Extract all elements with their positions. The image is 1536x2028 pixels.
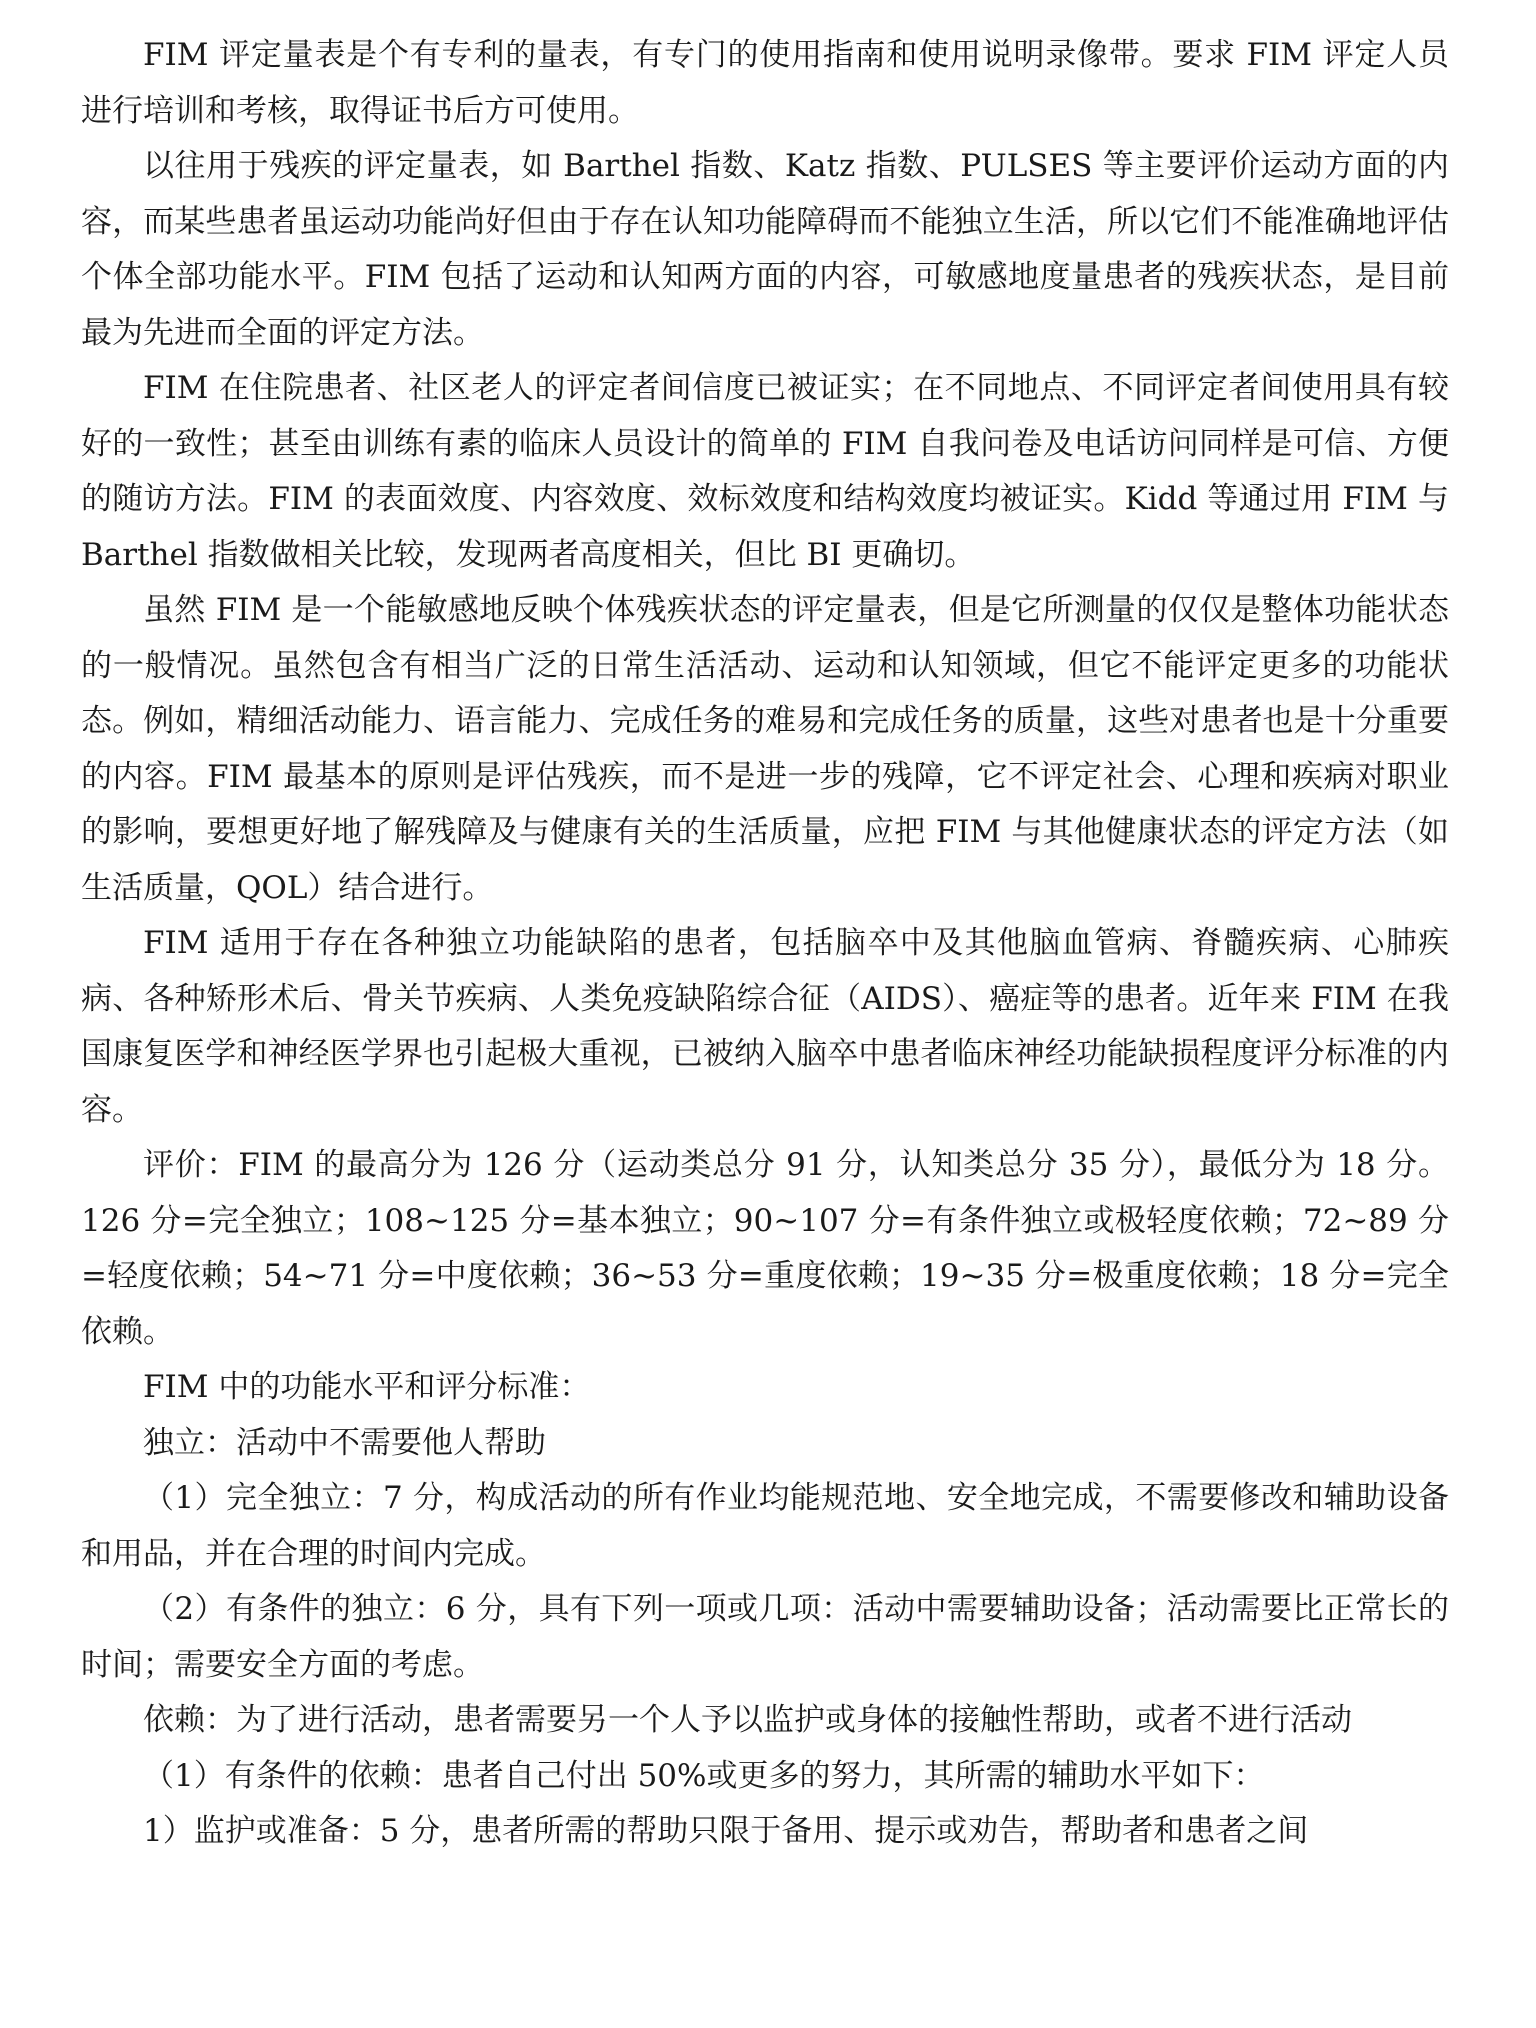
paragraph-previous-scales: 以往用于残疾的评定量表，如 Barthel 指数、Katz 指数、PULSES 等主要评价运动方面的内容，而某些患者虽运动功能尚好但由于存在认知功能障碍而不能独立生活，所以它们不能准确地评估个体全部功能水平。FIM 包括了运动和认知两方面的内容，可敏感地度量患者的残疾状态，是目前最为先进而全面的评定方法。 xyxy=(81,148,1449,351)
document-page xyxy=(81,28,1449,1860)
paragraph-modified-dependence: （1）有条件的依赖：患者自己付出 50%或更多的努力，其所需的辅助水平如下： xyxy=(143,1757,1265,1794)
paragraph-fim-patent: FIM 评定量表是个有专利的量表，有专门的使用指南和使用说明录像带。要求 FIM 评定人员进行培训和考核，取得证书后方可使用。 xyxy=(81,37,1449,129)
paragraph-dependent: 依赖：为了进行活动，患者需要另一个人予以监护或身体的接触性帮助，或者不进行活动 xyxy=(143,1702,1352,1738)
paragraph-complete-independence: （1）完全独立：7 分，构成活动的所有作业均能规范地、安全地完成，不需要修改和辅助设备和用品，并在合理的时间内完成。 xyxy=(81,1480,1449,1572)
paragraph-modified-independence: （2）有条件的独立：6 分，具有下列一项或几项：活动中需要辅助设备；活动需要比正常长的时间；需要安全方面的考虑。 xyxy=(81,1591,1449,1683)
paragraph-scoring: 评价：FIM 的最高分为 126 分（运动类总分 91 分，认知类总分 35 分），最低分为 18 分。126 分=完全独立；108~125 分=基本独立；90~107 分=有条件独立或极轻度依赖；72~89 分=轻度依赖；54~71 分=中度依赖；36~53 分=重度依赖；19~35 分=极重度依赖；18 分=完全依赖。 xyxy=(81,1147,1449,1350)
paragraph-applicability: FIM 适用于存在各种独立功能缺陷的患者，包括脑卒中及其他脑血管病、脊髓疾病、心肺疾病、各种矫形术后、骨关节疾病、人类免疫缺陷综合征（AIDS）、癌症等的患者。近年来 FIM 在我国康复医学和神经医学界也引起极大重视，已被纳入脑卒中患者临床神经功能缺损程度评分标准的内容。 xyxy=(81,925,1449,1128)
paragraph-limitations: 虽然 FIM 是一个能敏感地反映个体残疾状态的评定量表，但是它所测量的仅仅是整体功能状态的一般情况。虽然包含有相当广泛的日常生活活动、运动和认知领域，但它不能评定更多的功能状态。例如，精细活动能力、语言能力、完成任务的难易和完成任务的质量，这些对患者也是十分重要的内容。FIM 最基本的原则是评估残疾，而不是进一步的残障，它不评定社会、心理和疾病对职业的影响，要想更好地了解残障及与健康有关的生活质量，应把 FIM 与其他健康状态的评定方法（如生活质量，QOL）结合进行。 xyxy=(81,592,1449,906)
paragraph-supervision: 1）监护或准备：5 分，患者所需的帮助只限于备用、提示或劝告，帮助者和患者之间 xyxy=(143,1813,1309,1849)
paragraph-reliability: FIM 在住院患者、社区老人的评定者间信度已被证实；在不同地点、不同评定者间使用具有较好的一致性；甚至由训练有素的临床人员设计的简单的 FIM 自我问卷及电话访问同样是可信、方便的随访方法。FIM 的表面效度、内容效度、效标效度和结构效度均被证实。Kidd 等通过用 FIM 与 Barthel 指数做相关比较，发现两者高度相关，但比 BI 更确切。 xyxy=(81,370,1449,573)
paragraph-levels-heading: FIM 中的功能水平和评分标准： xyxy=(143,1369,591,1405)
paragraph-independent: 独立：活动中不需要他人帮助 xyxy=(143,1424,546,1461)
